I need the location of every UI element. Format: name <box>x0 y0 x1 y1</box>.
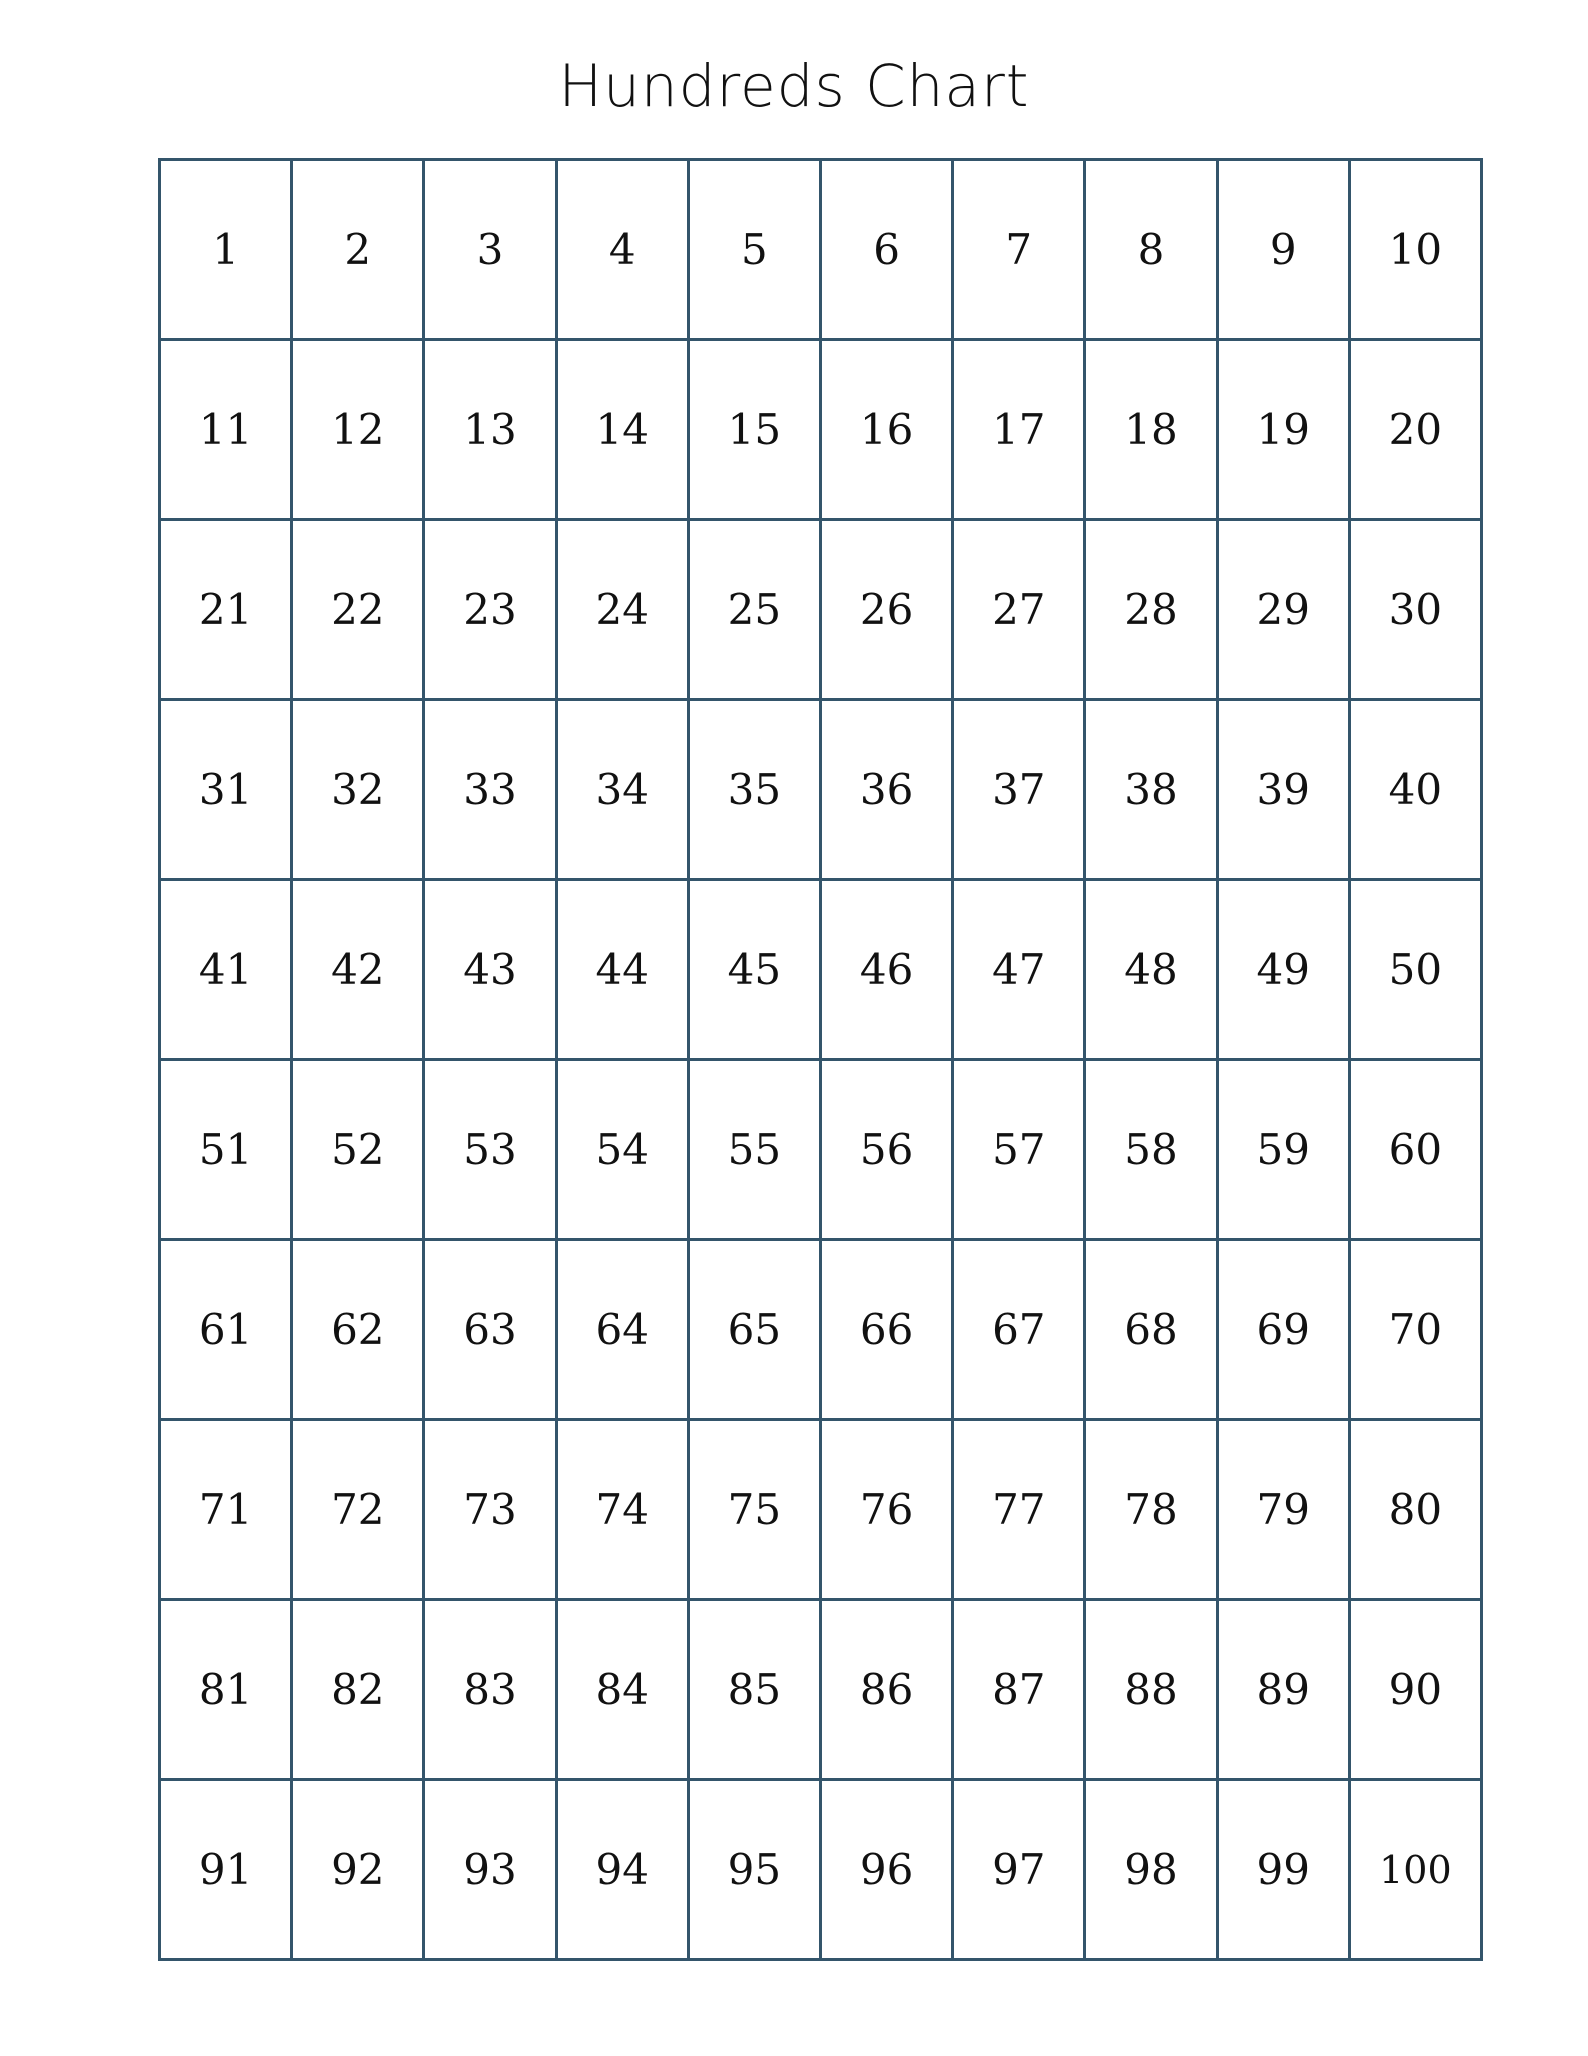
grid-cell: 57 <box>954 1061 1086 1241</box>
grid-cell: 88 <box>1086 1601 1218 1781</box>
grid-cell: 6 <box>822 161 954 341</box>
grid-cell: 27 <box>954 521 1086 701</box>
grid-cell: 50 <box>1351 881 1483 1061</box>
grid-cell: 85 <box>690 1601 822 1781</box>
grid-cell: 19 <box>1219 341 1351 521</box>
grid-cell: 47 <box>954 881 1086 1061</box>
grid-cell: 83 <box>425 1601 557 1781</box>
grid-cell: 76 <box>822 1421 954 1601</box>
grid-cell: 70 <box>1351 1241 1483 1421</box>
grid-cell: 33 <box>425 701 557 881</box>
grid-cell: 87 <box>954 1601 1086 1781</box>
grid-cell: 91 <box>161 1781 293 1961</box>
grid-cell: 89 <box>1219 1601 1351 1781</box>
grid-cell: 82 <box>293 1601 425 1781</box>
grid-cell: 3 <box>425 161 557 341</box>
grid-cell: 90 <box>1351 1601 1483 1781</box>
grid-cell: 58 <box>1086 1061 1218 1241</box>
grid-cell: 28 <box>1086 521 1218 701</box>
grid-cell: 97 <box>954 1781 1086 1961</box>
grid-cell: 68 <box>1086 1241 1218 1421</box>
grid-cell: 67 <box>954 1241 1086 1421</box>
grid-cell: 62 <box>293 1241 425 1421</box>
grid-cell: 71 <box>161 1421 293 1601</box>
grid-cell: 23 <box>425 521 557 701</box>
grid-cell: 32 <box>293 701 425 881</box>
grid-cell: 41 <box>161 881 293 1061</box>
grid-cell: 64 <box>558 1241 690 1421</box>
grid-cell: 36 <box>822 701 954 881</box>
grid-cell: 99 <box>1219 1781 1351 1961</box>
grid-cell: 56 <box>822 1061 954 1241</box>
grid-cell: 24 <box>558 521 690 701</box>
grid-cell: 92 <box>293 1781 425 1961</box>
grid-cell: 34 <box>558 701 690 881</box>
grid-cell: 17 <box>954 341 1086 521</box>
grid-cell: 7 <box>954 161 1086 341</box>
grid-cell: 13 <box>425 341 557 521</box>
grid-cell: 44 <box>558 881 690 1061</box>
grid-cell: 16 <box>822 341 954 521</box>
grid-cell: 49 <box>1219 881 1351 1061</box>
grid-cell: 30 <box>1351 521 1483 701</box>
grid-cell: 39 <box>1219 701 1351 881</box>
grid-cell: 1 <box>161 161 293 341</box>
grid-cell: 21 <box>161 521 293 701</box>
grid-cell: 8 <box>1086 161 1218 341</box>
grid-cell: 5 <box>690 161 822 341</box>
grid-cell: 94 <box>558 1781 690 1961</box>
grid-cell: 29 <box>1219 521 1351 701</box>
grid-cell: 31 <box>161 701 293 881</box>
grid-cell: 54 <box>558 1061 690 1241</box>
grid-cell: 40 <box>1351 701 1483 881</box>
grid-cell: 55 <box>690 1061 822 1241</box>
grid-cell: 4 <box>558 161 690 341</box>
grid-cell: 65 <box>690 1241 822 1421</box>
grid-cell: 37 <box>954 701 1086 881</box>
grid-cell: 38 <box>1086 701 1218 881</box>
grid-cell: 93 <box>425 1781 557 1961</box>
grid-cell: 77 <box>954 1421 1086 1601</box>
grid-cell: 52 <box>293 1061 425 1241</box>
grid-cell: 81 <box>161 1601 293 1781</box>
grid-cell: 25 <box>690 521 822 701</box>
grid-cell: 78 <box>1086 1421 1218 1601</box>
grid-cell: 10 <box>1351 161 1483 341</box>
grid-cell: 22 <box>293 521 425 701</box>
grid-cell: 66 <box>822 1241 954 1421</box>
grid-cell: 95 <box>690 1781 822 1961</box>
grid-cell: 35 <box>690 701 822 881</box>
grid-cell: 11 <box>161 341 293 521</box>
grid-cell: 79 <box>1219 1421 1351 1601</box>
grid-cell: 2 <box>293 161 425 341</box>
hundreds-grid <box>158 158 1483 1961</box>
grid-cell: 18 <box>1086 341 1218 521</box>
grid-cell: 72 <box>293 1421 425 1601</box>
grid-cell: 48 <box>1086 881 1218 1061</box>
grid-cell: 69 <box>1219 1241 1351 1421</box>
grid-cell: 73 <box>425 1421 557 1601</box>
grid-cell: 96 <box>822 1781 954 1961</box>
grid-cell: 45 <box>690 881 822 1061</box>
grid-cell: 20 <box>1351 341 1483 521</box>
grid-cell: 59 <box>1219 1061 1351 1241</box>
grid-cell: 86 <box>822 1601 954 1781</box>
grid-cell: 84 <box>558 1601 690 1781</box>
grid-cell: 74 <box>558 1421 690 1601</box>
grid-cell: 43 <box>425 881 557 1061</box>
grid-cell: 53 <box>425 1061 557 1241</box>
grid-cell: 12 <box>293 341 425 521</box>
grid-cell: 9 <box>1219 161 1351 341</box>
grid-cell: 15 <box>690 341 822 521</box>
grid-cell: 100 <box>1351 1781 1483 1961</box>
grid-cell: 14 <box>558 341 690 521</box>
grid-cell: 61 <box>161 1241 293 1421</box>
grid-cell: 46 <box>822 881 954 1061</box>
grid-cell: 98 <box>1086 1781 1218 1961</box>
grid-cell: 42 <box>293 881 425 1061</box>
grid-cell: 51 <box>161 1061 293 1241</box>
grid-cell: 63 <box>425 1241 557 1421</box>
grid-cell: 26 <box>822 521 954 701</box>
grid-cell: 60 <box>1351 1061 1483 1241</box>
grid-cell: 75 <box>690 1421 822 1601</box>
grid-cell: 80 <box>1351 1421 1483 1601</box>
page-title: Hundreds Chart <box>558 52 1030 120</box>
